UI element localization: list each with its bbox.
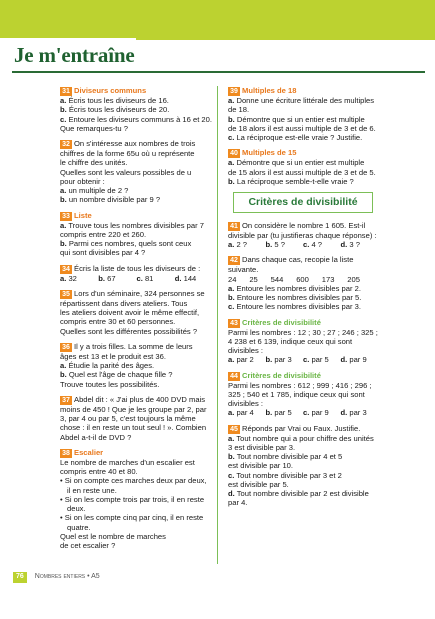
question-letter: d. [340,240,348,250]
list-number: 205 [347,274,360,284]
question-d-cont: par 4. [228,498,248,508]
text-line: On s'intéresse aux nombres de trois [74,139,196,148]
question-b: b. La réciproque semble-t-elle vraie ? [228,176,354,186]
text-line: Réponds par Vrai ou Faux. Justifie. [242,423,361,433]
exercise-35 [60,289,213,336]
text-line: divisibles : [228,399,264,409]
question-b-cont: est divisible par 10. [228,461,294,471]
exercise-32 [60,139,213,205]
question-a: a. Démontre que si un entier est multiple [228,158,365,168]
right-column [228,86,378,514]
bullet-item: • Si on compte ces marches deux par deux, [60,476,207,486]
exercise-45 [228,424,378,508]
exercise-number: 36 [60,343,72,352]
left-column [60,86,213,556]
question-letter: c. [228,470,235,480]
question-c: c. Tout nombre divisible par 3 et 2 [228,470,342,480]
question-letter: a. [228,240,235,250]
text-line: 4 238 et 6 139, indique ceux qui sont [228,336,353,346]
text-line: répartissent dans divers ateliers. Tous [60,298,188,308]
text-line: 325 ; 540 et 1 785, indique ceux qui sont [228,389,365,399]
question-letter: b. [265,408,273,418]
option-c: c. 4 ? [303,240,323,250]
exercise-number: 34 [60,265,72,274]
page-footer [13,572,100,583]
text-line: On considère le nombre 1 605. Est-il [242,220,366,230]
question-letter: a. [60,361,67,370]
text-line: Abdel dit : « J'ai plus de 400 DVD mais [74,394,206,404]
exercise-number: 44 [228,372,240,381]
option-a: a. par 4 [228,408,254,418]
question-b-cont: Trouve toutes les possibilités. [60,379,160,389]
question-letter: d. [228,489,235,499]
text-line: les ateliers doivent avoir le même effectif, [60,308,200,317]
question-letter: c. [303,240,310,250]
question-letter: c. [136,273,143,283]
question-letter: a. [60,96,67,105]
question-a: a. Tout nombre qui a pour chiffre des unités [228,433,374,443]
text-line: le chiffre des unités. [60,158,128,168]
option-b: b. 67 [98,273,116,283]
exercise-42 [228,255,378,311]
question-b: b. Démontre que si un entier est multiple [228,114,365,124]
option-a: a. 2 ? [228,240,248,250]
question-c-cont: Que remarques-tu ? [60,123,128,133]
question-b: b. Tout nombre divisible par 4 et 5 [228,452,343,462]
question-letter: a. [228,283,235,293]
question-letter: c. [60,114,67,124]
question-a-cont: de 15 alors il est aussi multiple de 3 et de 5. [228,167,376,177]
exercise-38 [60,448,213,551]
exercise-36 [60,342,213,389]
text-line: âges est 13 et le produit est 36. [60,351,166,361]
text-line: Abdel a-t-il de DVD ? [60,432,132,442]
question-letter: b. [265,355,273,365]
bullet-item: • Si on les compte cinq par cinq, il en reste [60,513,204,523]
exercise-44 [228,371,378,418]
question-letter: b. [265,240,273,250]
text-line: suivante. [228,265,259,275]
question-a: a. Étudie la parité des âges. [60,361,155,370]
question-cont: de cet escalier ? [60,541,116,550]
question-letter: b. [228,452,235,462]
option-c: c. par 9 [303,408,329,418]
question-b: b. Entoure les nombres divisibles par 5. [228,293,362,303]
question-letter: a. [60,220,67,230]
question-a: a. un multiple de 2 ? [60,186,129,195]
text-line: Quelles sont les différentes possibilités ? [60,326,198,336]
bullet-item: • Si on les compte trois par trois, il en reste [60,494,205,504]
text-line: 3, par 4 ou par 5, c'est toujours la même [60,414,196,423]
text-line: moins de 450 ! Que je les groupe par 2, par [60,404,207,414]
question-letter: b. [60,239,67,248]
text-line: chose : il en reste un tout seul ! ». Combien [60,423,207,433]
exercise-heading: Multiples de 18 [242,86,297,95]
text-line: Quelles sont les valeurs possibles de u [60,167,192,177]
text-line: Il y a trois filles. La somme de leurs [74,341,193,351]
exercise-number: 43 [228,319,240,328]
column-divider [217,86,218,564]
option-d: d. 144 [174,273,197,283]
question-c: c. Entoure les nombres divisibles par 3. [228,302,361,312]
page-title: Je m'entraîne [14,43,135,67]
exercise-number: 42 [228,256,240,265]
text-line: compris entre 30 et 60 personnes. [60,317,176,327]
question-letter: c. [303,355,310,365]
exercise-heading: Multiples de 15 [242,148,297,158]
question-letter: b. [60,105,67,115]
question: Quel est le nombre de marches [60,531,166,541]
list-number: 173 [321,274,335,284]
exercise-number: 37 [60,396,72,405]
question-letter: b. [98,273,105,283]
section-heading-box [228,192,378,213]
exercise-number: 33 [60,212,72,221]
exercise-number: 31 [60,87,72,96]
exercise-37 [60,395,213,442]
question-letter: d. [340,355,348,365]
exercise-43 [228,318,378,365]
question-b: b. Parmi ces nombres, quels sont ceux [60,239,192,248]
bullet-item-cont: deux. [67,504,86,513]
option-b: b. par 5 [265,408,292,418]
question-letter: c. [228,302,235,312]
question-letter: b. [228,176,235,186]
question-letter: b. [60,370,67,380]
question-letter: d. [174,273,182,283]
exercise-heading: Critères de divisibilité [242,370,321,380]
exercise-heading: Diviseurs communs [74,86,147,95]
text-line: Le nombre de marches d'un escalier est [60,457,195,467]
exercise-heading: Critères de divisibilité [242,317,321,327]
exercise-39 [228,86,378,142]
text-line: divisible par (tu justifieras chaque réponse) : [228,230,377,240]
list-number: 24 [228,274,237,284]
question-d: d. Tout nombre divisible par 2 est divisible [228,489,369,499]
question-letter: c. [228,133,235,142]
question-letter: b. [60,195,67,205]
option-d: d. 3 ? [340,240,360,250]
bullet-item-cont: quatre. [67,522,91,532]
footer-text: Nombres entiers • A5 [34,573,100,580]
option-b: b. par 3 [265,355,292,365]
question-a: a. Écris tous les diviseurs de 16. [60,96,169,105]
question-b-cont: qui sont divisibles par 4 ? [60,248,146,258]
exercise-40 [228,148,378,186]
page-number: 76 [13,572,27,583]
question-a: a. Entoure les nombres divisibles par 2. [228,283,361,293]
question-a-cont: de 18. [228,105,250,115]
exercise-number: 40 [228,149,240,158]
header-band [0,0,435,40]
exercise-number: 32 [60,140,72,149]
text-line: Écris la liste de tous les diviseurs de : [74,263,201,273]
option-d: d. par 3 [340,408,367,418]
exercise-number: 45 [228,425,240,434]
text-line: Dans chaque cas, recopie la liste [242,255,354,265]
exercise-34 [60,264,213,283]
list-number: 600 [296,274,309,284]
section-heading: Critères de divisibilité [233,192,372,213]
exercise-number: 38 [60,449,72,458]
option-d: d. par 9 [340,355,367,365]
text-line: compris entre 40 et 80. [60,467,138,476]
question-letter: a. [228,158,235,168]
number-list [228,275,360,284]
question-a: a. Donne une écriture littérale des multiples [228,96,375,105]
title-underline [12,71,425,73]
question-b: b. un nombre divisible par 9 ? [60,195,161,205]
text-line: Parmi les nombres : 12 ; 30 ; 27 ; 246 ; 325 ; [228,327,378,337]
question-letter: b. [228,114,235,124]
option-c: c. par 5 [303,355,329,365]
exercise-41 [228,221,378,250]
text-line: divisibles : [228,346,264,356]
question-letter: b. [228,293,235,303]
question-b: b. Quel est l'âge de chaque fille ? [60,370,173,380]
option-a: a. par 2 [228,355,254,365]
question-c: c. La réciproque est-elle vraie ? Justifie. [228,133,363,142]
question-b-cont: de 18 alors il est aussi multiple de 3 et de 6. [228,123,376,133]
question-letter: d. [340,408,348,418]
question-letter: a. [228,408,235,418]
question-letter: a. [228,96,235,105]
text-line: Parmi les nombres : 612 ; 999 ; 416 ; 296 ; [228,380,372,390]
list-number: 544 [270,274,284,284]
text-line: chiffres de la forme 65u où u représente [60,149,195,158]
exercise-number: 35 [60,290,72,299]
option-b: b. 5 ? [265,240,285,250]
question-b: b. Écris tous les diviseurs de 20. [60,105,170,115]
question-letter: a. [60,186,67,195]
question-a-cont: compris entre 220 et 260. [60,229,147,239]
exercise-heading: Escalier [74,447,104,457]
exercise-number: 41 [228,222,240,231]
question-c: c. Entoure les diviseurs communs à 16 et 20. [60,114,212,124]
exercise-heading: Liste [74,210,92,220]
question-c-cont: est divisible par 5. [228,479,289,489]
question-letter: a. [228,433,235,443]
question-letter: c. [303,408,310,418]
text-line: Lors d'un séminaire, 324 personnes se [74,288,205,298]
question-letter: a. [60,273,67,283]
question-a-cont: 3 est divisible par 3. [228,442,296,452]
option-a: a. 32 [60,273,77,283]
exercise-number: 39 [228,87,240,96]
exercise-31 [60,86,213,133]
question-a: a. Trouve tous les nombres divisibles par 7 [60,220,204,230]
list-number: 25 [249,274,258,284]
option-c: c. 81 [136,273,154,283]
question-letter: a. [228,355,235,365]
bullet-item-cont: il en reste une. [67,485,117,495]
text-line: pour obtenir : [60,176,105,186]
exercise-33 [60,211,213,258]
